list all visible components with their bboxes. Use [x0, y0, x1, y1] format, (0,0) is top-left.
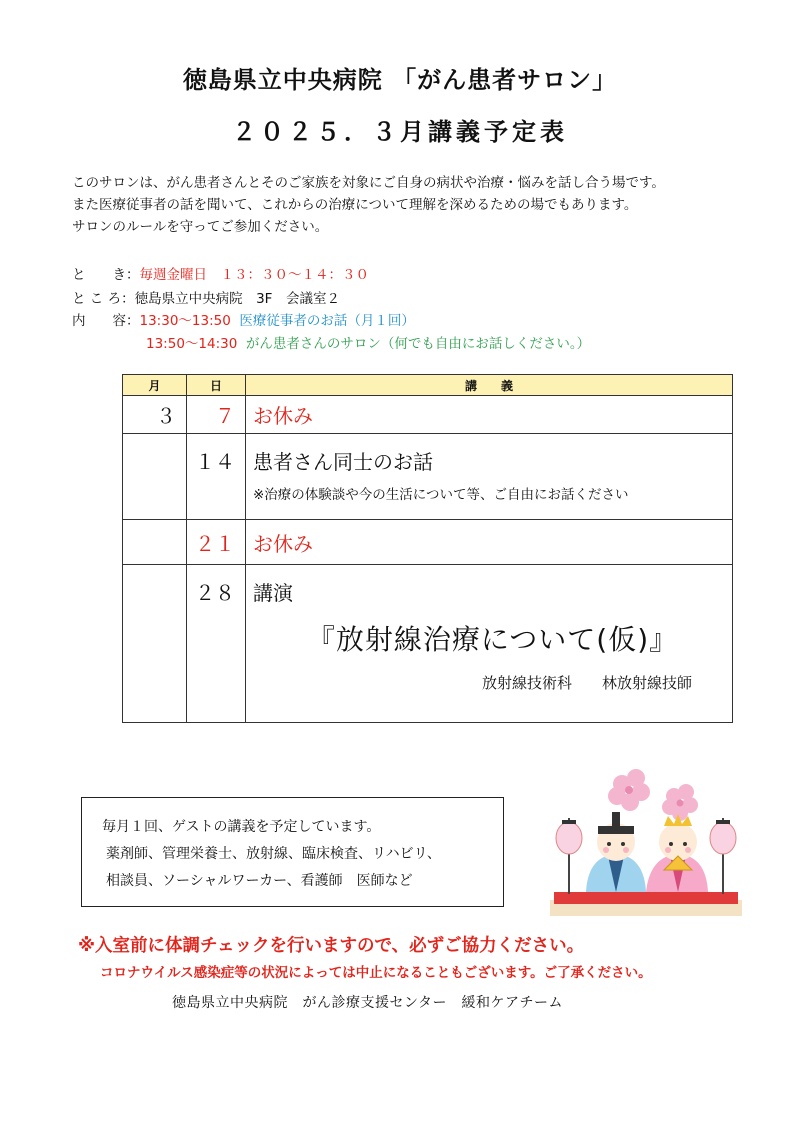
table-header-row	[123, 375, 733, 396]
emperor-doll-icon	[586, 812, 646, 892]
intro-text	[72, 172, 665, 238]
row-title: 講演	[253, 581, 293, 605]
header-day: 日	[187, 375, 246, 396]
content1-desc: 医療従事者のお話（月１回）	[239, 313, 415, 329]
hina-dolls-illustration	[546, 760, 746, 920]
where-label: と こ ろ：	[72, 291, 135, 307]
row-content	[246, 434, 733, 520]
empress-doll-icon	[646, 814, 708, 892]
page-subtitle: ２０２５．３月講義予定表	[232, 118, 568, 146]
row-month-empty	[123, 434, 187, 520]
row-note: ※治療の体験談や今の生活について等、ご自由にお話ください	[253, 487, 629, 503]
peach-blossom-icon	[608, 769, 698, 821]
warning-covid: コロナウイルス感染症等の状況によっては中止になることもございます。ご了承ください。	[100, 965, 652, 981]
where-value: 徳島県立中央病院 3F 会議室２	[134, 291, 340, 307]
row-day: １４	[187, 434, 246, 520]
row-day: ２１	[187, 520, 246, 565]
row-month-empty	[123, 520, 187, 565]
intro-line: また医療従事者の話を聞いて、これからの治療について理解を深めるための場でもあります。	[72, 197, 638, 213]
guest-line: 相談員、ソーシャルワーカー、看護師 医師など	[106, 873, 413, 889]
warning-health-check: ※入室前に体調チェックを行いますので、必ずご協力ください。	[78, 936, 585, 956]
table-row	[123, 520, 733, 565]
guest-info-box	[81, 797, 504, 907]
info-where	[72, 287, 340, 307]
info-content	[72, 309, 415, 329]
row-month: ３	[123, 396, 187, 434]
footer-organization: 徳島県立中央病院 がん診療支援センター 緩和ケアチーム	[172, 995, 563, 1011]
content2-time: 13:50～14:30	[146, 336, 238, 352]
table-row	[123, 396, 733, 434]
header-month: 月	[123, 375, 187, 396]
guest-line: 薬剤師、管理栄養士、放射線、臨床検査、リハビリ、	[106, 846, 441, 862]
talk-speaker: 放射線技術科 林放射線技師	[481, 674, 692, 692]
row-title: 患者さん同士のお話	[253, 450, 433, 474]
intro-line: サロンのルールを守ってご参加ください。	[72, 219, 329, 235]
row-content	[246, 565, 733, 723]
content1-time: 13:30～13:50	[139, 313, 231, 329]
info-content-2	[146, 332, 590, 352]
content2-desc: がん患者さんのサロン（何でも自由にお話しください。）	[245, 336, 591, 352]
schedule-table	[122, 374, 733, 723]
lantern-icon	[556, 818, 736, 894]
when-value: 毎週金曜日 １３：３０～１４：３０	[139, 267, 369, 283]
row-month-empty	[123, 565, 187, 723]
content-label: 内 容：	[72, 313, 140, 329]
table-row	[123, 434, 733, 520]
intro-line: このサロンは、がん患者さんとそのご家族を対象にご自身の病状や治療・悩みを話し合う場です。	[72, 175, 665, 191]
row-day: ２８	[187, 565, 246, 723]
when-label: と き：	[72, 267, 140, 283]
table-row	[123, 565, 733, 723]
row-day: ７	[187, 396, 246, 434]
guest-line: 毎月１回、ゲストの講義を予定しています。	[102, 819, 381, 835]
info-when	[72, 263, 369, 283]
row-title: お休み	[246, 396, 733, 434]
page-title: 徳島県立中央病院 「がん患者サロン」	[182, 66, 618, 94]
talk-title: 『放射線治療について(仮)』	[306, 623, 679, 656]
row-title: お休み	[246, 520, 733, 565]
header-lecture: 講 義	[246, 375, 733, 396]
